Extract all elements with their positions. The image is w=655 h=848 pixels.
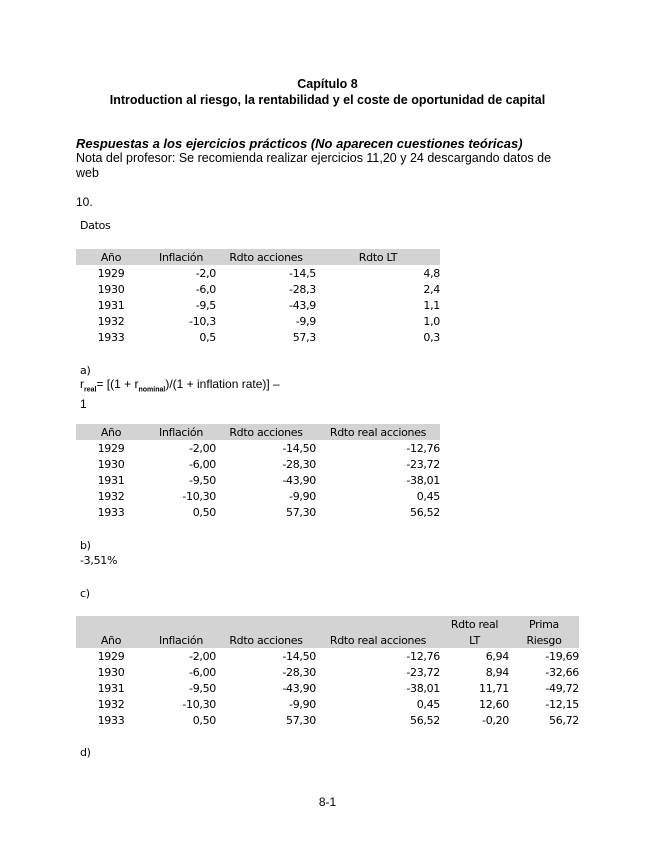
table-row: 1931 -9,50 -43,90 -38,01 bbox=[97, 473, 440, 487]
table-row: 1929 -2,00 -14,50 -12,76 6,94 -19,69 bbox=[97, 649, 579, 663]
table-header: Rdto acciones bbox=[216, 249, 316, 265]
table-header: Rdto LT bbox=[316, 249, 440, 265]
table-row: 1929 -2,0 -14,5 4,8 bbox=[97, 266, 440, 280]
table-header: Año bbox=[76, 249, 146, 265]
table-row: 1932 -10,30 -9,90 0,45 12,60 -12,15 bbox=[97, 698, 579, 712]
section-heading: Respuestas a los ejercicios prácticos (No aparecen cuestiones teóricas) bbox=[76, 136, 523, 151]
part-d-label: d) bbox=[80, 746, 91, 759]
table-header: Rdto acciones bbox=[216, 424, 316, 440]
table-header bbox=[316, 616, 440, 632]
part-b-label: b) bbox=[80, 539, 91, 552]
table-header: Riesgo bbox=[509, 632, 579, 648]
table-header bbox=[216, 616, 316, 632]
table-header: Rdto real acciones bbox=[316, 424, 440, 440]
part-b-value: -3,51% bbox=[80, 554, 118, 567]
problem-number: 10. bbox=[76, 195, 93, 209]
part-c-label: c) bbox=[80, 587, 90, 600]
table-header: Inflación bbox=[146, 632, 216, 648]
risk-premium-table bbox=[76, 616, 579, 729]
datos-label: Datos bbox=[80, 219, 111, 232]
table-header: Inflación bbox=[146, 424, 216, 440]
real-return-table bbox=[76, 424, 440, 521]
table-header: Año bbox=[76, 632, 146, 648]
teacher-note: Nota del profesor: Se recomienda realizar ejercicios 11,20 y 24 descargando datos de web bbox=[76, 151, 552, 180]
table-header bbox=[146, 616, 216, 632]
table-header: Año bbox=[76, 424, 146, 440]
table-header: Inflación bbox=[146, 249, 216, 265]
table-header: Prima bbox=[509, 616, 579, 632]
table-row: 1929 -2,00 -14,50 -12,76 bbox=[97, 441, 440, 455]
chapter-number: Capítulo 8 bbox=[297, 77, 358, 91]
table-row: 1931 -9,5 -43,9 1,1 bbox=[97, 298, 440, 312]
table-row: 1933 0,5 57,3 0,3 bbox=[97, 331, 440, 345]
table-row: 1933 0,50 57,30 56,52 bbox=[97, 506, 440, 520]
chapter-title: Introduction al riesgo, la rentabilidad y el coste de oportunidad de capital bbox=[109, 93, 546, 107]
table-header bbox=[76, 616, 146, 632]
real-return-formula: $r_{real}= [(1 + r_{nominal})/(1$ + inflation rate)] – 1 bbox=[80, 377, 280, 412]
table-header: Rdto acciones bbox=[216, 632, 316, 648]
table-row: 1932 -10,3 -9,9 1,0 bbox=[97, 315, 440, 329]
table-row: 1930 -6,00 -28,30 -23,72 bbox=[97, 457, 440, 471]
table-header: Rdto real acciones bbox=[316, 632, 440, 648]
table-row: 1933 0,50 57,30 56,52 -0,20 56,72 bbox=[97, 714, 579, 728]
data-table bbox=[76, 249, 440, 346]
table-row: 1930 -6,00 -28,30 -23,72 8,94 -32,66 bbox=[97, 665, 579, 679]
table-row: 1931 -9,50 -43,90 -38,01 11,71 -49,72 bbox=[97, 681, 579, 695]
page-number: 8-1 bbox=[318, 795, 337, 809]
table-header: Rdto real bbox=[440, 616, 509, 632]
table-row: 1930 -6,0 -28,3 2,4 bbox=[97, 282, 440, 296]
part-a-label: a) bbox=[80, 364, 91, 377]
table-header: LT bbox=[440, 632, 509, 648]
table-row: 1932 -10,30 -9,90 0,45 bbox=[97, 490, 440, 504]
